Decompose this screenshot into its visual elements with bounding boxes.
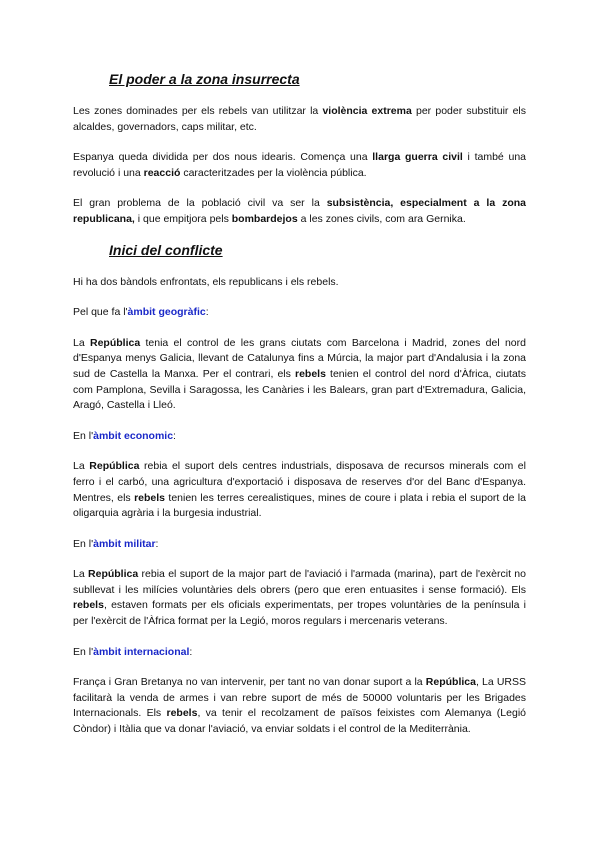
paragraph-intro: Hi ha dos bàndols enfrontats, els republicans i els rebels. <box>73 275 339 288</box>
lead-militar: En l'àmbit militar: <box>73 537 159 550</box>
paragraph-subsistencia: El gran problema de la població civil va ser la subsistència, especialment a la zona republicana, i que empitjora pels bombardejos a les zones civils, com ara Gernika. <box>73 197 527 225</box>
paragraph-violencia: Les zones dominades per els rebels van utilitzar la violència extrema per poder substituir els alcaldes, governadors, caps militar, etc. <box>73 105 526 133</box>
section-title-inici: Inici del conflicte <box>109 241 223 258</box>
lead-geografic: Pel que fa l'àmbit geogràfic: <box>73 306 209 319</box>
paragraph-militar: La República rebia el suport de la major part de l'aviació i l'armada (marina), part de l'exèrcit no subllevat i les milícies voluntàries dels obrers (pero que eren entuasites i sense formació). Els rebels, estaven formats per els oficials experimentats, per tropes voluntàries de la península i per l'exèrcit de l'Àfrica format per la Legió, moros regulars i mercenaris veterans. <box>73 568 526 628</box>
paragraph-economic: La República rebia el suport dels centres industrials, disposava de recursos minerals com el ferro i el carbó, una agricultura d'exportació i disposava de reserves d'or del Banc d'Espanya. Mentres, els rebels tenien les terres cerealistiques, mines de coure i plata i rebia el suport de la oligarquia agrària i la burgesia industrial. <box>73 460 526 520</box>
document-content <box>73 70 526 738</box>
lead-internacional: En l'àmbit internacional: <box>73 645 193 658</box>
paragraph-geografic: La República tenia el control de les grans ciutats com Barcelona i Madrid, zones del nord d'Espanya menys Galicia, llevant de Catalunya fins a Múrcia, la major part d'Andalusia i la zona sud de Castella la Manxa. Per el contrari, els rebels tenien el control del nord d'Àfrica, ciutats com Pamplona, Sevilla i Saragossa, les Canàries i les Balears, gran part d'Extremadura, Galicia, Aragó, Castella i Lleó. <box>73 336 526 412</box>
section-title-poder: El poder a la zona insurrecta <box>109 71 300 87</box>
paragraph-divisio: Espanya queda dividida per dos nous idearis. Comença una llarga guerra civil i també una revolució i una reacció caracteritzades per la violència pública. <box>73 151 526 179</box>
paragraph-internacional: França i Gran Bretanya no van intervenir, per tant no van donar suport a la República, La URSS facilitarà la venda de armes i van rebre suport de més de 50000 voluntaris per les Brigades Internacionals. Els rebels, va tenir el recolzament de països feixistes com Alemanya (Legió Còndor) i Itàlia que va donar l'aviació, va enviar soldats i el control de la Mediterrània. <box>73 676 526 736</box>
lead-economic: En l'àmbit economic: <box>73 429 176 442</box>
